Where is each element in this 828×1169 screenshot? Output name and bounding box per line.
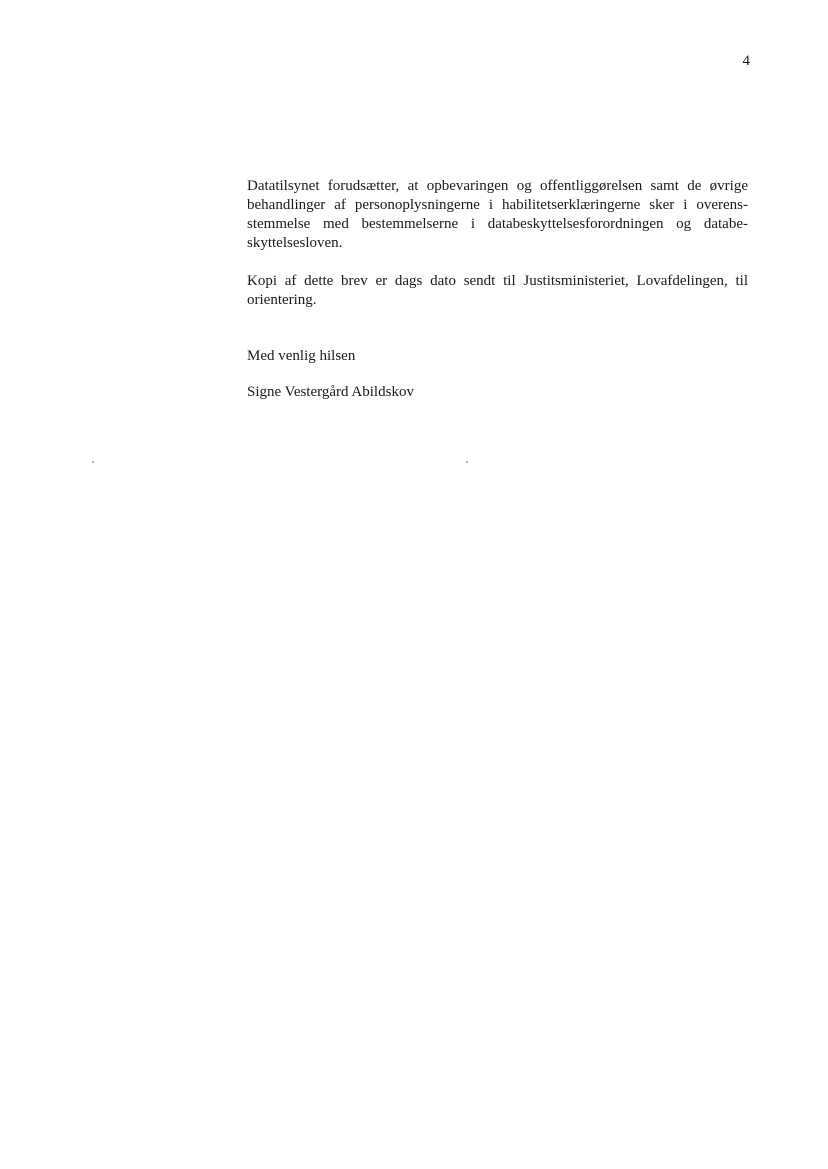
letter-body: [247, 177, 748, 402]
closing-salutation: Med venlig hilsen: [247, 348, 356, 364]
paragraph-copy-notice: Kopi af dette brev er dags dato sendt til Justitsministeriet, Lovafdelingen, til orientering.: [247, 273, 748, 308]
scan-speck: [466, 461, 468, 463]
paragraph-data-processing: Datatilsynet forudsætter, at opbevaringen og offentliggørelsen samt de øvrige behandlinger af personoplysningerne i habilitetserklæringerne sker i overensstemmelse med bestemmelserne i databeskyttelsesforordningen og databeskyttelsesloven.: [247, 178, 748, 251]
scan-speck: [92, 461, 94, 463]
page-number: 4: [742, 53, 750, 69]
signature-name: Signe Vestergård Abildskov: [247, 384, 414, 400]
